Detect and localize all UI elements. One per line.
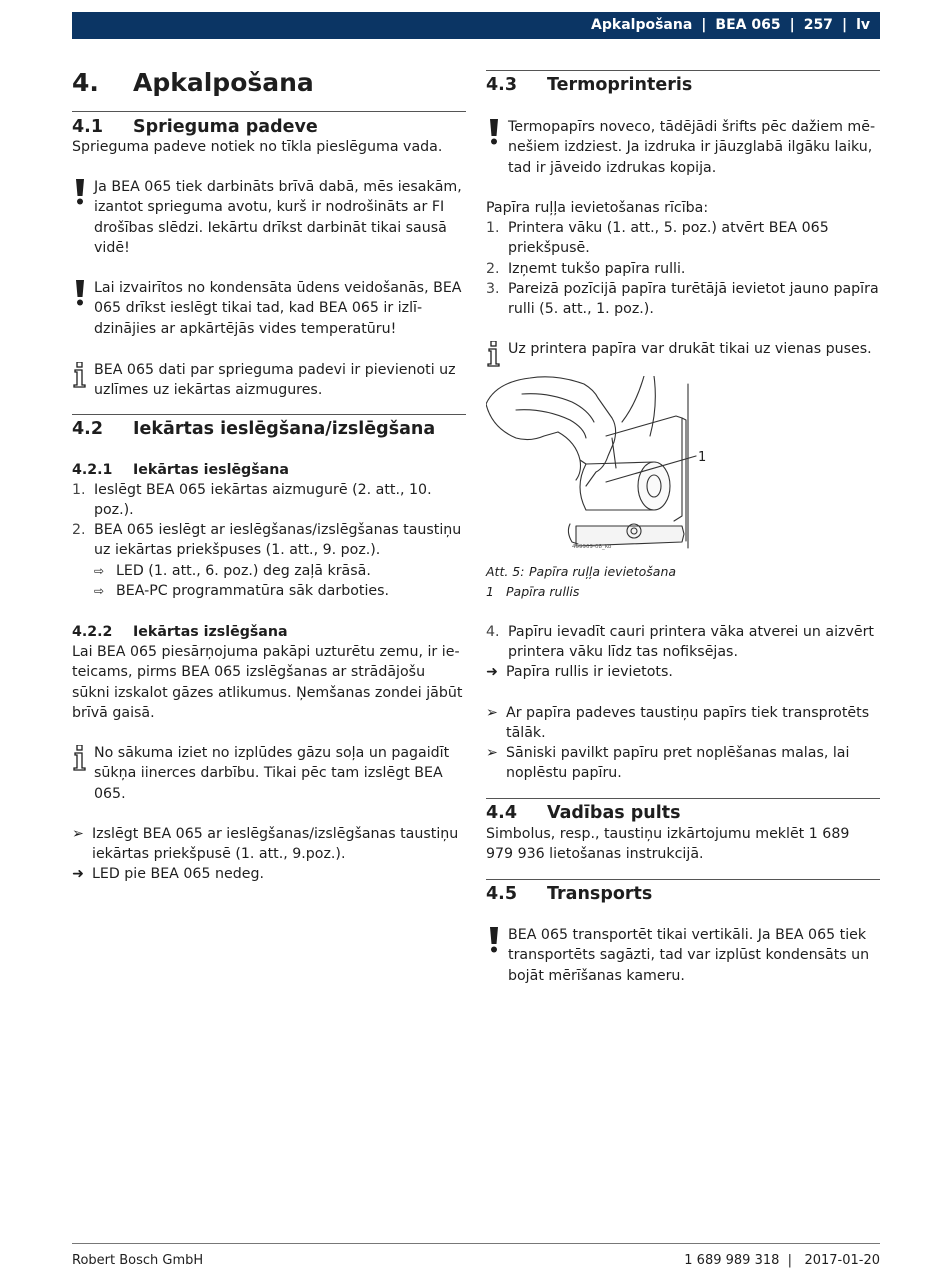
header-language: lv [856,17,870,34]
info-note [72,360,466,401]
section-4-2-2-intro: Lai BEA 065 piesārņojuma pakāpi uzturētu zemu, ir ieteicams, pirms BEA 065 izslēgšanas ar strādājošu sūkni izskalot gāzes atlikumus. Ņemšanas zondei jābūt brīvā gaisā. [72,644,463,722]
list-item [486,259,880,279]
warning-exclamation-icon [74,280,86,306]
header-separator: | [789,17,795,34]
header-separator: | [841,17,848,34]
footer-rule [72,1243,880,1244]
figure-callout-label: 1 [698,450,707,465]
section-number: 4.4 [486,803,518,823]
action-text: Izslēgt BEA 065 ar ieslēgšanas/izslēgšanas taustiņu iekārtas priekšpusē (1. att., 9.poz.). [92,826,459,863]
subsection-title: Iekārtas izslēgšana [133,624,288,640]
footer-company: Robert Bosch GmbH [72,1253,204,1268]
action-arrowhead-icon: ➢ [486,705,498,721]
info-text: BEA 065 dati par sprieguma padevi ir pievienoti uz uzlīmes uz iekārtas aizmugures. [94,362,456,399]
section-rule [486,879,880,880]
list-item-text: Izņemt tukšo papīra rulli. [508,261,686,277]
list-item-text: Papīru ievadīt cauri printera vāka atverei un aizvērt printera vāku līdz tas nofiksējas. [508,624,874,661]
warning-exclamation-icon [488,927,500,953]
warning-exclamation-icon [488,119,500,145]
info-icon [72,745,88,771]
section-4-1-intro: Sprieguma padeve notiek no tīkla pieslēguma vada. [72,139,443,155]
info-icon [486,341,502,367]
section-number: 4.2 [72,419,104,439]
subsection-4-2-1-heading [72,460,466,480]
warning-note [486,117,880,178]
warning-note [72,278,466,339]
info-text: Uz printera papīra var drukāt tikai uz vienas puses. [508,341,872,357]
warning-note [486,925,880,986]
figure-code: 459969-08_Ko [572,544,612,550]
list-item [72,520,466,561]
result-item [72,581,466,601]
footer-doc-info [684,1251,880,1271]
section-title: Transports [547,884,653,904]
section-4-4-heading [486,802,880,824]
list-item [486,622,880,663]
action-text: Ar papīra padeves taustiņu papīrs tiek transprotēts tālāk. [506,705,870,742]
info-note [486,339,880,359]
figure-caption [486,563,880,581]
action-step [72,824,466,865]
list-number: 3. [486,281,500,297]
page-header-bar [72,12,880,39]
section-4-4-text: Simbolus, resp., taustiņu izkārtojumu meklēt 1 689 979 936 lietošanas instrukcijā. [486,826,850,863]
action-text: Sāniski pavilkt papīru pret noplēšanas malas, lai noplēstu papīru. [506,745,850,782]
list-item [486,218,880,259]
warning-text: Lai izvairītos no kondensāta ūdens veidošanās, BEA 065 drīkst ieslēgt tikai tad, kad BEA 065 ir izlīdzinājies ar apkārtējās vides temperatūru! [94,280,462,337]
section-rule [486,798,880,799]
outline-arrow-icon: ⇨ [94,564,105,578]
warning-text: Termopapīrs noveco, tādējādi šrifts pēc dažiem mēnešiem izdziest. Ja izdruka ir jāuzglabā ilgāku laiku, tad ir jāveido izdrukas kopija. [508,119,876,176]
header-section: Apkalpošana [591,17,693,34]
section-number: 4.5 [486,884,518,904]
procedure-title: Papīra ruļļa ievietošanas rīcība: [486,200,709,216]
info-icon [72,362,88,388]
section-4-1-heading [72,116,466,138]
footer-doc-number: 1 689 989 318 [684,1253,780,1268]
result-step [72,864,466,884]
warning-text: BEA 065 transportēt tikai vertikāli. Ja BEA 065 tiek transportēts sagāzti, tad var izplūst kondensāts un bojāt mērīšanas kameru. [508,927,870,984]
action-step [486,703,880,744]
section-4-2-heading [72,418,466,440]
section-rule [486,70,880,71]
header-page-number: 257 [803,17,833,34]
section-title: Iekārtas ieslēgšana/izslēgšana [133,419,436,439]
list-number: 4. [486,624,500,640]
figure-caption-title: Papīra ruļļa ievietošana [529,564,677,579]
figure-legend [486,583,880,601]
subsection-number: 4.2.1 [72,462,113,478]
result-text: BEA-PC programmatūra sāk darboties. [116,583,390,599]
result-text: LED pie BEA 065 nedeg. [92,866,264,882]
result-item [72,561,466,581]
section-title: Sprieguma padeve [133,117,318,137]
chapter-number: 4. [72,68,99,97]
subsection-title: Iekārtas ieslēgšana [133,462,289,478]
subsection-4-2-2-heading [72,622,466,642]
result-step [486,662,880,682]
section-number: 4.3 [486,75,518,95]
warning-text: Ja BEA 065 tiek darbināts brīvā dabā, mēs iesakām, izantot sprieguma avotu, kurš ir nodrošināts ar FI drošības slēdzi. Iekārtu drīkst darbināt tikai sausā vidē! [94,179,462,257]
paper-roll-illustration [486,376,716,552]
list-item-text: Printera vāku (1. att., 5. poz.) atvērt BEA 065 priekšpusē. [508,220,829,257]
list-number: 2. [72,522,86,538]
subsection-number: 4.2.2 [72,624,113,640]
list-number: 2. [486,261,500,277]
result-arrow-icon: ➜ [486,664,498,680]
result-text: Papīra rullis ir ievietots. [506,664,673,680]
section-number: 4.1 [72,117,104,137]
result-text: LED (1. att., 6. poz.) deg zaļā krāsā. [116,563,371,579]
warning-note [72,177,466,259]
header-model: BEA 065 [715,17,781,34]
header-separator: | [701,17,707,34]
info-note [72,743,466,804]
warning-exclamation-icon [74,179,86,205]
list-number: 1. [72,482,86,498]
section-rule [72,414,466,415]
action-arrowhead-icon: ➢ [72,826,84,842]
action-step [486,743,880,784]
chapter-title [72,68,466,98]
section-title: Termoprinteris [547,75,693,95]
outline-arrow-icon: ⇨ [94,584,105,598]
section-4-3-heading [486,74,880,96]
footer-separator: | [779,1253,805,1268]
section-rule [72,111,466,112]
list-item [72,480,466,521]
action-arrowhead-icon: ➢ [486,745,498,761]
info-text: No sākuma iziet no izplūdes gāzu soļa un pagaidīt sūkņa iinerces darbību. Tikai pēc tam izslēgt BEA 065. [94,745,450,802]
figure-legend-number: 1 [486,584,494,599]
list-item [486,279,880,320]
list-number: 1. [486,220,500,236]
list-item-text: BEA 065 ieslēgt ar ieslēgšanas/izslēgšanas taustiņu uz iekārtas priekšpuses (1. att., 9. poz.). [94,522,462,559]
list-item-text: Pareizā pozīcijā papīra turētājā ievietot jauno papīra rulli (5. att., 1. poz.). [508,281,879,318]
section-4-5-heading [486,883,880,905]
footer-date: 2017-01-20 [804,1253,880,1268]
list-item-text: Ieslēgt BEA 065 iekārtas aizmugurē (2. att., 10. poz.). [94,482,432,519]
chapter-title-text: Apkalpošana [133,68,314,97]
figure-legend-text: Papīra rullis [506,584,580,599]
section-title: Vadības pults [547,803,681,823]
figure-caption-label: Att. 5: [486,564,525,579]
result-arrow-icon: ➜ [72,866,84,882]
